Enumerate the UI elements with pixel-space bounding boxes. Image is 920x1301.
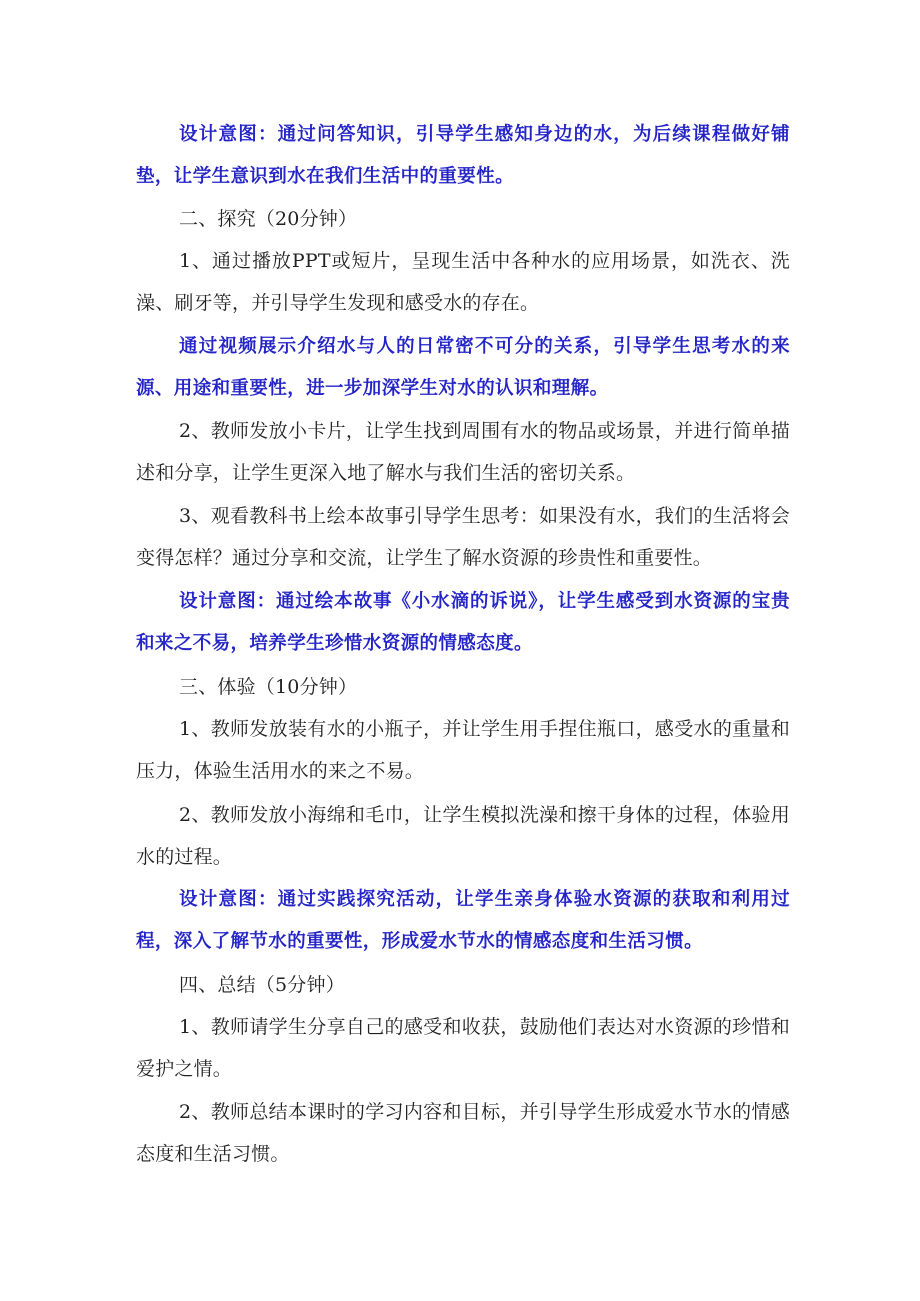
body-paragraph: 1、通过播放PPT或短片，呈现生活中各种水的应用场景，如洗衣、洗澡、刷牙等，并引导学生发现和感受水的存在。 (136, 250, 790, 314)
design-intent-paragraph: 设计意图：通过绘本故事《小水滴的诉说》，让学生感受到水资源的宝贵和来之不易，培养学生珍惜水资源的情感态度。 (136, 591, 790, 654)
body-paragraph: 1、教师发放装有水的小瓶子，并让学生用手捏住瓶口，感受水的重量和压力，体验生活用水的来之不易。 (136, 718, 790, 782)
section-heading-experience: 三、体验（10分钟） (179, 676, 358, 698)
body-paragraph: 3、观看教科书上绘本故事引导学生思考：如果没有水，我们的生活将会变得怎样？通过分享和交流，让学生了解水资源的珍贵性和重要性。 (136, 505, 790, 569)
body-paragraph: 2、教师总结本课时的学习内容和目标，并引导学生形成爱水节水的情感态度和生活习惯。 (136, 1101, 790, 1165)
body-paragraph: 2、教师发放小卡片，让学生找到周围有水的物品或场景，并进行简单描述和分享，让学生更深入地了解水与我们生活的密切关系。 (136, 420, 790, 484)
design-intent-paragraph: 通过视频展示介绍水与人的日常密不可分的关系，引导学生思考水的来源、用途和重要性，进一步加深学生对水的认识和理解。 (136, 336, 790, 399)
design-intent-paragraph: 设计意图：通过实践探究活动，让学生亲身体验水资源的获取和利用过程，深入了解节水的重要性，形成爱水节水的情感态度和生活习惯。 (136, 889, 790, 952)
section-heading-summary: 四、总结（5分钟） (179, 974, 345, 996)
design-intent-paragraph: 设计意图：通过问答知识，引导学生感知身边的水，为后续课程做好铺垫，让学生意识到水在我们生活中的重要性。 (136, 124, 790, 187)
body-paragraph: 2、教师发放小海绵和毛巾，让学生模拟洗澡和擦干身体的过程，体验用水的过程。 (136, 804, 790, 868)
section-heading-explore: 二、探究（20分钟） (179, 208, 358, 230)
body-paragraph: 1、教师请学生分享自己的感受和收获，鼓励他们表达对水资源的珍惜和爱护之情。 (136, 1016, 790, 1080)
